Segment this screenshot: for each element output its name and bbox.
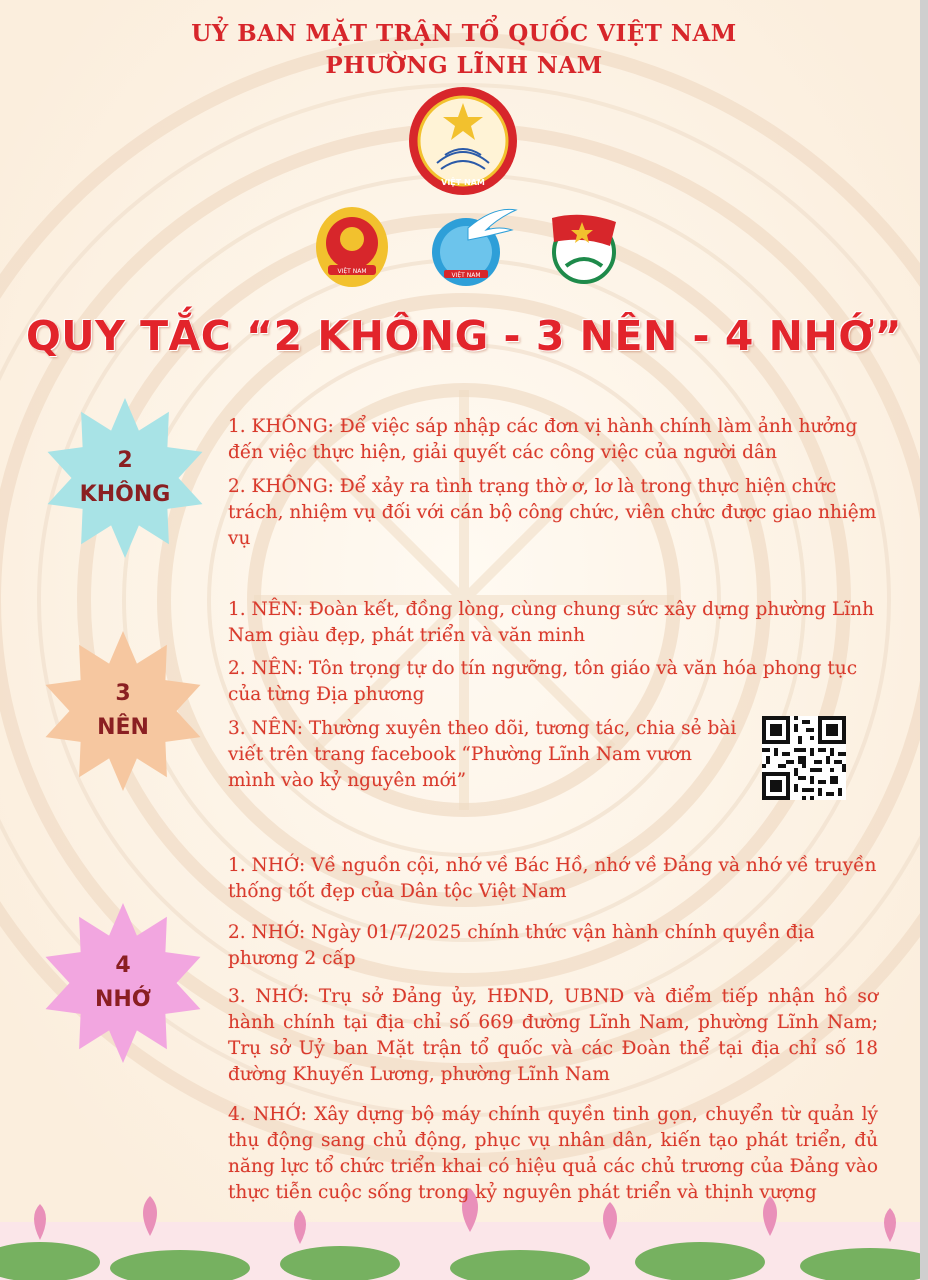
rule-title: QUY TẮC “2 KHÔNG - 3 NÊN - 4 NHỚ” xyxy=(25,312,903,360)
badge-number: 2 xyxy=(117,448,133,473)
union-emblem-caption: VIỆT NAM xyxy=(337,268,367,275)
nho-item-1: 1. NHỚ: Về nguồn cội, nhớ về Bác Hồ, nhớ về Đảng và nhớ về truyền thống tốt đẹp của Dân tộc Việt Nam xyxy=(228,855,877,902)
emblem-caption: VIỆT NAM xyxy=(441,178,485,187)
badge-2-khong xyxy=(40,393,210,563)
org-name-line1: UỶ BAN MẶT TRẬN TỔ QUỐC VIỆT NAM xyxy=(191,20,737,47)
nho-item-3: 3. NHỚ: Trụ sở Đảng ủy, HĐND, UBND và điểm tiếp nhận hồ sơ hành chính tại địa chỉ số 669 đường Lĩnh Nam, phường Lĩnh Nam; Trụ sở Uỷ ban Mặt trận tổ quốc và các Đoàn thể tại địa chỉ số 18 đường Khuyến Lương, phường Lĩnh Nam xyxy=(228,986,878,1085)
badge-label: NHỚ xyxy=(94,987,152,1012)
org-name-line2: PHƯỜNG LĨNH NAM xyxy=(325,52,603,79)
women-union-emblem xyxy=(428,206,520,290)
badge-label: NÊN xyxy=(97,715,149,740)
nho-item-4: 4. NHỚ: Xây dựng bộ máy chính quyền tinh gọn, chuyển từ quản lý thụ động sang chủ động, phục vụ nhân dân, kiến tạo phát triển, đủ năng lực tổ chức triển khai có hiệu quả các chủ trương của Đảng vào thực tiễn cuộc sống trong kỷ nguyên phát triển và thịnh vượng xyxy=(228,1104,878,1203)
khong-item-2: 2. KHÔNG: Để xảy ra tình trạng thờ ơ, lơ là trong thực hiện chức trách, nhiệm vụ đối với cán bộ công chức, viên chức được giao nhiệm vụ xyxy=(228,476,877,549)
nen-item-3: 3. NÊN: Thường xuyên theo dõi, tương tác, chia sẻ bài viết trên trang facebook “Phường Lĩnh Nam vươn mình vào kỷ nguyên mới” xyxy=(228,718,737,791)
badge-number: 3 xyxy=(115,681,131,706)
badge-3-nen xyxy=(38,626,208,796)
qr-code[interactable] xyxy=(762,716,846,800)
nho-item-2: 2. NHỚ: Ngày 01/7/2025 chính thức vận hành chính quyền địa phương 2 cấp xyxy=(228,922,815,969)
khong-item-1: 1. KHÔNG: Để việc sáp nhập các đơn vị hành chính làm ảnh hưởng đến việc thực hiện, giải quyết các công việc của người dân xyxy=(228,416,858,463)
badge-number: 4 xyxy=(115,953,131,978)
nen-item-1: 1. NÊN: Đoàn kết, đồng lòng, cùng chung sức xây dựng phường Lĩnh Nam giàu đẹp, phát triển và văn minh xyxy=(228,599,874,646)
fatherland-front-emblem xyxy=(407,85,519,197)
nen-item-2: 2. NÊN: Tôn trọng tự do tín ngưỡng, tôn giáo và văn hóa phong tục của từng Địa phương xyxy=(228,658,858,705)
women-emblem-caption: VIỆT NAM xyxy=(451,272,481,279)
trade-union-emblem xyxy=(314,205,390,291)
badge-4-nho xyxy=(38,898,208,1068)
youth-union-emblem xyxy=(548,208,620,286)
badge-label: KHÔNG xyxy=(79,482,171,507)
